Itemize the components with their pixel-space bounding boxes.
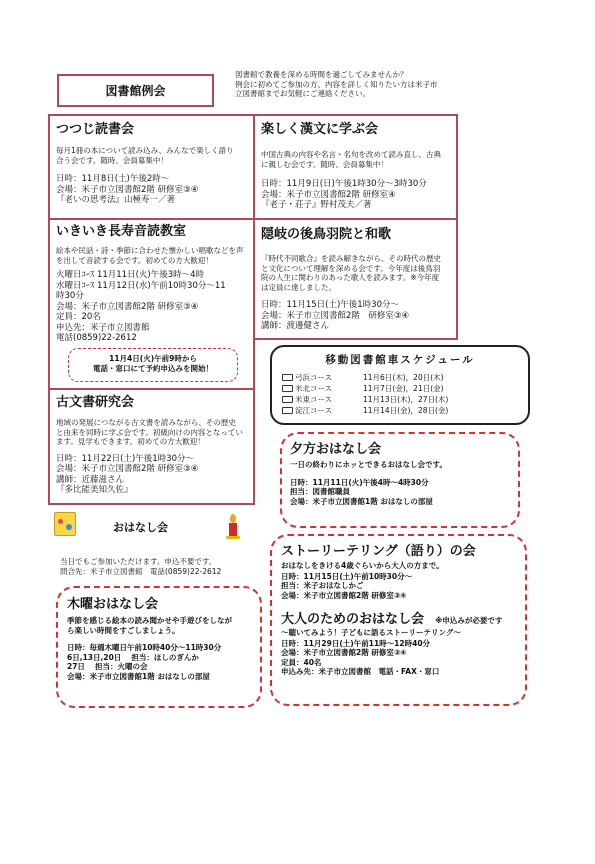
intro-line: 図書館で教養を深める時間を過ごしてみませんか？ <box>235 70 408 79</box>
desc-line: ら楽しい時間をすごしましょう。 <box>67 625 180 635</box>
schedule-dates: 11月14日(金)，28日(金) <box>363 405 449 415</box>
detail-line: 定員：40名 <box>281 657 322 667</box>
detail-line: 会場：米子市立図書館2階 研修室③④ <box>56 301 199 312</box>
intro-line: 立図書館までお気軽にご連絡ください。 <box>235 89 370 98</box>
intro-line: 例会に初めてご参加の方、内容を詳しく知りたい方は米子市 <box>235 79 438 89</box>
schedule-row <box>282 383 518 394</box>
detail-line: 6日,13日,20日 担当：ほしのぎんか <box>67 652 199 662</box>
detail-line: 時30分 <box>56 291 84 301</box>
detail-line: 会場：米子市立図書館2階 研修室③④ <box>261 310 410 321</box>
header-title-box <box>57 74 214 107</box>
bus-icon <box>282 374 293 381</box>
desc-line: に親しむ会です。随時、会員募集中！ <box>261 159 388 169</box>
detail-line: 会場：米子市立図書館2階 研修室③④ <box>56 184 199 195</box>
detail-line: 会場：米子市立図書館1階 おはなしの部屋 <box>290 496 433 506</box>
detail-line: 『老いの思考法』山極寿一／著 <box>56 195 176 205</box>
detail-line: 申込み先：米子市立図書館 電話・FAX・窓口 <box>281 667 440 676</box>
schedule-row <box>282 372 518 383</box>
detail-line: 日時：11月8日(土)午後2時～ <box>56 174 170 184</box>
detail-line: 定員：20名 <box>56 312 101 322</box>
mobile-library-box <box>270 345 530 425</box>
schedule-dates: 11月7日(金)，21日(金) <box>363 383 444 393</box>
desc-line: 当日でもご参加いただけます。申込不要です。 <box>60 557 217 566</box>
storytelling-section <box>270 534 527 706</box>
ohanashi-title: おはなし会 <box>113 521 168 534</box>
intro-text <box>235 70 565 99</box>
detail-line: 火曜日ｺｰｽ 11月11日(火)午後3時～4時 <box>56 270 205 280</box>
detail-line: 申込先：米子市立図書館 <box>56 322 150 333</box>
desc-line: 一日の終わりにホッとできるおはなし会です。 <box>290 460 447 469</box>
desc-line: 合う会です。随時、会員募集中！ <box>56 155 168 165</box>
detail-line: 『老子・荘子』野村茂夫／著 <box>261 200 372 210</box>
detail-line: 会場：米子市立図書館1階 おはなしの部屋 <box>67 671 210 681</box>
section-title: いきいき長寿音読教室 <box>56 224 187 239</box>
section-title: 木曜おはなし会 <box>67 597 159 612</box>
desc-line: 問合先：米子市立図書館 電話(0859)22-2612 <box>60 566 222 576</box>
adult-note: ※申込みが必要です <box>435 616 503 625</box>
desc-line: と文化について理解を深める会です。今年度は後鳥羽 <box>261 263 441 273</box>
detail-line: 会場：米子市立図書館2階 研修室③④ <box>281 590 407 600</box>
section-title: ストーリーテリング（語り）の会 <box>281 544 476 559</box>
bus-icon <box>282 407 293 414</box>
section-title: つつじ読書会 <box>56 122 135 137</box>
desc-line: 季節を感じる絵本の読み聞かせや手遊びをしなが <box>67 616 232 625</box>
detail-line: 日時：11月22日(土)午後1時30分～ <box>56 453 194 464</box>
section-title: 古文書研究会 <box>56 395 135 410</box>
schedule-dates: 11月6日(木)，20日(木) <box>363 372 444 382</box>
detail-line: 担当：図書館職員 <box>290 487 350 496</box>
adult-title: 大人のためのおはなし会 <box>281 612 425 627</box>
schedule-dates: 11月13日(木)，27日(木) <box>363 394 449 404</box>
schedule-course: 米東コース <box>295 394 333 404</box>
bus-icon <box>282 396 293 403</box>
detail-line: 講師：渡邊健さん <box>261 321 330 331</box>
bus-icon <box>282 385 293 392</box>
desc-line: ます。見学もできます。初めての方大歓迎！ <box>56 437 205 446</box>
gotoba-section <box>253 218 458 340</box>
reservation-note <box>68 348 238 382</box>
desc-line: を出して音読する会です。初めての方大歓迎！ <box>56 255 213 265</box>
section-title: 楽しく漢文に学ぶ会 <box>261 122 379 137</box>
adult-subtitle: ～聴いてみよう！子どもに語るストーリーテリング～ <box>281 628 461 637</box>
detail-line: 日時：11月29日(土)午前11時～12時40分 <box>281 638 431 648</box>
desc-line: 毎月1冊の本について読み込み、みんなで楽しく語り <box>56 146 234 155</box>
detail-line: 水曜日ｺｰｽ 11月12日(水)午前10時30分～11 <box>56 280 226 291</box>
thursday-section <box>56 586 262 708</box>
detail-line: 会場：米子市立図書館2階 研修室③④ <box>281 648 407 657</box>
candle-icon <box>226 514 242 542</box>
detail-line: 『多比能美知久佐』 <box>56 485 133 495</box>
detail-line: 日時：毎週木曜日午前10時40分～11時30分 <box>67 643 222 652</box>
schedule-course: 米北コース <box>295 383 333 393</box>
schedule-row <box>282 394 518 405</box>
section-title: 夕方おはなし会 <box>290 442 382 457</box>
page-title: 図書館例会 <box>105 84 166 98</box>
detail-line: 講師：近藤滋さん <box>56 474 125 485</box>
mobile-title: 移動図書館車スケジュール <box>325 354 475 366</box>
detail-line: 日時：11月15日(土)午前10時30分～ <box>281 571 413 581</box>
book-icon <box>54 512 76 536</box>
kanbun-section <box>253 114 458 220</box>
detail-line: 会場：米子市立図書館2階 研修室④ <box>261 189 396 200</box>
desc-line: と由来を同時に学ぶ会です。初級向けの内容となってい <box>56 427 243 437</box>
note-line: 電話・窓口にて予約申込みを開始！ <box>93 363 213 373</box>
desc-line: 『時代不同歌合』を読み解きながら、その時代の歴史 <box>261 254 441 263</box>
kobunsho-section <box>48 388 255 505</box>
evening-section <box>280 432 520 528</box>
ikiiki-section <box>48 218 255 390</box>
schedule-course: 弓浜コース <box>295 372 333 382</box>
detail-line: 日時：11月9日(日)午後1時30分～3時30分 <box>261 179 427 189</box>
detail-line: 会場：米子市立図書館2階 研修室③④ <box>56 464 199 474</box>
desc-line: 中国古典の内容や名言・名句を改めて読み直し、古典 <box>261 150 441 159</box>
detail-line: 日時：11月15日(土)午後1時30分～ <box>261 300 399 310</box>
desc-line: は定員に達しました。 <box>261 282 336 292</box>
section-title: 隠岐の後鳥羽院と和歌 <box>261 227 392 242</box>
desc-line: おはなしをきける4歳ぐらいから大人の方まで。 <box>281 561 444 570</box>
note-line: 11月4日(火)午前9時から <box>109 354 197 363</box>
schedule-row <box>282 405 518 416</box>
desc-line: 院の人生に関わりのあった歌人を読みます。※今年度 <box>261 273 440 282</box>
detail-line: 27日 担当：火曜の会 <box>67 662 148 671</box>
detail-line: 電話(0859)22-2612 <box>56 333 137 343</box>
tsutsuji-section <box>48 114 255 220</box>
desc-line: 絵本や民話・詩・季節に合わせた懐かしい唱歌などを声 <box>56 246 244 255</box>
detail-line: 日時：11月11日(火)午後4時～4時30分 <box>290 477 429 487</box>
ohanashi-desc <box>60 557 221 576</box>
desc-line: 地域の発展につながる古文書を読みながら、その歴史 <box>56 418 236 427</box>
detail-line: 担当：米子おはなしかご <box>281 581 364 590</box>
schedule-course: 淀江コース <box>295 405 333 415</box>
